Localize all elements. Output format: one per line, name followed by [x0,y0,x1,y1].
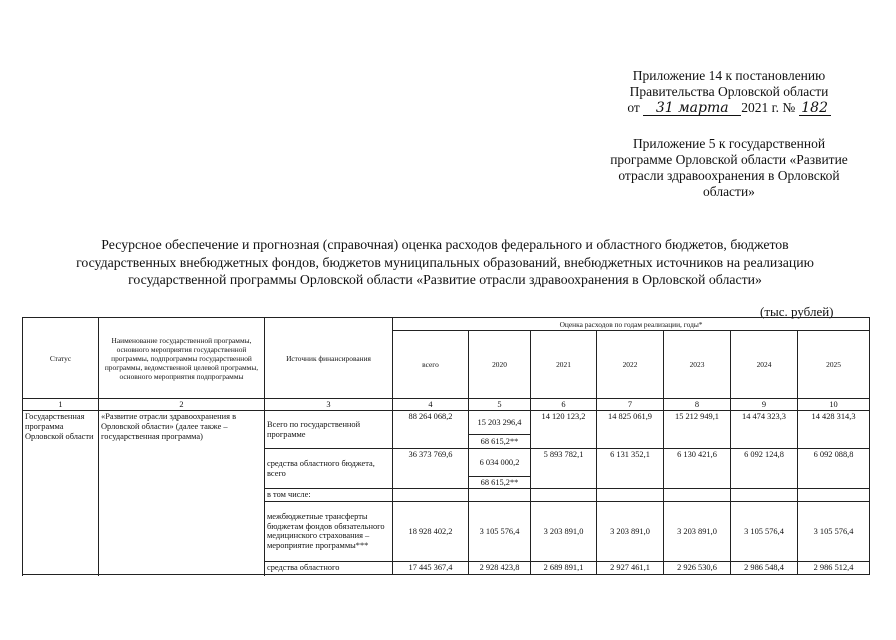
value-2023: 2 926 530,6 [664,561,731,574]
value-2022: 14 825 061,9 [597,411,664,449]
value-2024: 2 986 548,4 [731,561,798,574]
value-2020: 2 928 423,8 [469,561,531,574]
colnum: 10 [798,399,870,411]
value-2023: 15 212 949,1 [664,411,731,449]
colnum: 8 [664,399,731,411]
program-name-cell: «Развитие отрасли здравоохранения в Орловской области» (далее также – государственная программа) [99,411,265,575]
header-2022: 2022 [597,331,664,399]
column-number-row [23,399,870,411]
date-prefix: от [627,100,640,115]
value-2024: 6 092 124,8 [731,449,798,489]
source-cell: средства областного бюджета, всего [265,449,393,489]
value-2021: 3 203 891,0 [531,501,597,561]
handwritten-number: 182 [799,102,831,116]
value-total: 17 445 367,4 [393,561,469,574]
appendix-14-header [604,68,854,116]
value-2020-extra: 68 615,2** [469,477,531,489]
colnum: 4 [393,399,469,411]
appendix-5-line2: программе Орловской области [610,152,787,167]
header-2021: 2021 [531,331,597,399]
colnum: 9 [731,399,798,411]
source-cell: межбюджетные трансферты бюджетам фондов обязательного медицинского страхования – мероприятие программы*** [265,501,393,561]
colnum: 7 [597,399,664,411]
unit-label: (тыс. рублей) [760,304,834,319]
value-2020: 15 203 296,4 [469,411,531,435]
value-2021: 5 893 782,1 [531,449,597,489]
header-2020: 2020 [469,331,531,399]
appendix-14-date-line [604,100,854,116]
source-cell: Всего по государственной программе [265,411,393,449]
appendix-5-header [604,136,854,200]
value-2020: 3 105 576,4 [469,501,531,561]
appendix-5-line4: в Орловской области» [703,168,840,199]
header-2025: 2025 [798,331,870,399]
empty-cell [664,489,731,502]
value-2025: 6 092 088,8 [798,449,870,489]
value-2025: 3 105 576,4 [798,501,870,561]
value-2021: 2 689 891,1 [531,561,597,574]
colnum: 2 [99,399,265,411]
appendix-5-line1: Приложение 5 к государственной [632,136,826,151]
title-line1: Ресурсное обеспечение и прогнозная (справочная) оценка расходов федерального и областного бюджетов, бюджетов [101,237,789,252]
value-total: 36 373 769,6 [393,449,469,489]
empty-cell [597,489,664,502]
value-2023: 3 203 891,0 [664,501,731,561]
empty-cell [731,489,798,502]
header-name: Наименование государственной программы, основного мероприятия государственной программы, подпрограммы государственной программы, ведомственной целевой программы, основного мероприятия подпрограммы [99,318,265,399]
appendix-14-line1: Приложение 14 к постановлению [632,68,826,83]
value-2024: 3 105 576,4 [731,501,798,561]
table-row [23,411,870,435]
value-2025: 2 986 512,4 [798,561,870,574]
header-status: Статус [23,318,99,399]
empty-cell [393,489,469,502]
header-2023: 2023 [664,331,731,399]
document-title [30,236,860,289]
value-2023: 6 130 421,6 [664,449,731,489]
source-cell: в том числе: [265,489,393,502]
appendix-14-line2: Правительства Орловской области [629,84,829,99]
value-2022: 3 203 891,0 [597,501,664,561]
budget-table [22,317,870,575]
header-source: Источник финансирования [265,318,393,399]
colnum: 6 [531,399,597,411]
value-2020-extra: 68 615,2** [469,435,531,449]
value-2020: 6 034 000,2 [469,449,531,477]
source-cell: средства областного [265,561,393,574]
value-2024: 14 474 323,3 [731,411,798,449]
colnum: 3 [265,399,393,411]
empty-cell [531,489,597,502]
header-total: всего [393,331,469,399]
empty-cell [469,489,531,502]
value-2022: 6 131 352,1 [597,449,664,489]
header-2024: 2024 [731,331,798,399]
status-cell: Государственная программа Орловской области [23,411,99,575]
colnum: 1 [23,399,99,411]
year-text: 2021 г. № [741,100,796,115]
value-2025: 14 428 314,3 [798,411,870,449]
colnum: 5 [469,399,531,411]
value-total: 88 264 068,2 [393,411,469,449]
title-line3: государственной программы Орловской области «Развитие отрасли здравоохранения в Орловской области» [128,272,762,287]
value-2021: 14 120 123,2 [531,411,597,449]
title-line2: государственных внебюджетных фондов, бюджетов муниципальных образований, внебюджетных источников на реализацию [76,254,814,270]
appendix-5-line3: «Развитие отрасли здравоохранения [618,152,848,183]
header-estimate: Оценка расходов по годам реализации, годы* [393,318,870,331]
value-2022: 2 927 461,1 [597,561,664,574]
handwritten-date: 31 марта [643,102,741,116]
value-total: 18 928 402,2 [393,501,469,561]
empty-cell [798,489,870,502]
